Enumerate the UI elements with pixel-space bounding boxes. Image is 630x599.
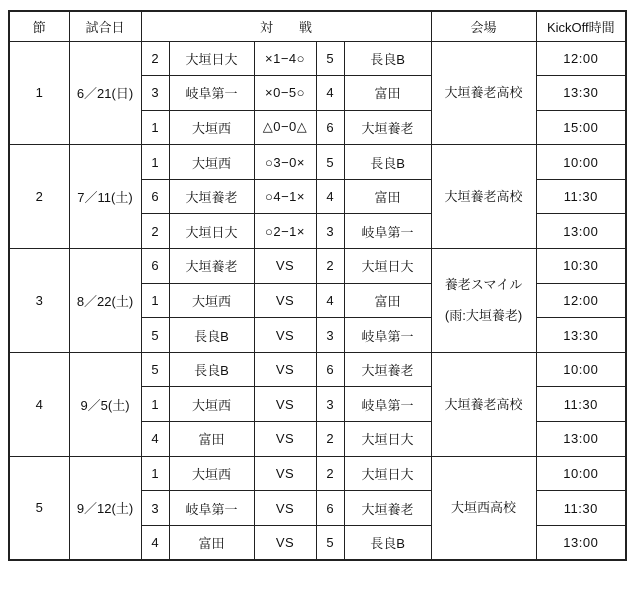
round-cell: 2 — [9, 145, 69, 249]
away-number-cell: 3 — [316, 318, 344, 353]
header-round: 節 — [9, 11, 69, 41]
kickoff-cell: 10:00 — [536, 456, 626, 491]
away-team-cell: 長良B — [344, 525, 431, 560]
venue-rain-note: (雨:大垣養老) — [444, 308, 523, 324]
home-number-cell: 4 — [141, 525, 169, 560]
home-team-cell: 大垣養老 — [169, 249, 254, 284]
kickoff-cell: 11:30 — [536, 491, 626, 526]
away-team-cell: 大垣日大 — [344, 422, 431, 457]
away-number-cell: 4 — [316, 283, 344, 318]
home-team-cell: 大垣西 — [169, 387, 254, 422]
kickoff-cell: 13:00 — [536, 525, 626, 560]
away-team-cell: 岐阜第一 — [344, 387, 431, 422]
home-team-cell: 大垣西 — [169, 145, 254, 180]
venue-name: 大垣養老高校 — [444, 189, 523, 205]
score-cell: VS — [254, 491, 316, 526]
home-number-cell: 2 — [141, 41, 169, 76]
score-cell: ×0−5○ — [254, 76, 316, 111]
league-schedule-table — [8, 10, 627, 561]
match-row — [9, 352, 626, 387]
date-cell: 6／21(日) — [69, 41, 141, 145]
score-cell: VS — [254, 352, 316, 387]
match-row — [9, 145, 626, 180]
away-team-cell: 富田 — [344, 76, 431, 111]
kickoff-cell: 13:00 — [536, 214, 626, 249]
venue-cell — [431, 249, 536, 353]
header-match-date: 試合日 — [69, 11, 141, 41]
venue-cell — [431, 41, 536, 145]
home-team-cell: 大垣養老 — [169, 179, 254, 214]
score-cell: VS — [254, 387, 316, 422]
venue-cell — [431, 456, 536, 560]
home-team-cell: 大垣西 — [169, 110, 254, 145]
kickoff-cell: 10:00 — [536, 145, 626, 180]
away-number-cell: 4 — [316, 179, 344, 214]
venue-name: 養老スマイル — [444, 277, 523, 293]
match-row — [9, 456, 626, 491]
home-number-cell: 6 — [141, 179, 169, 214]
header-venue: 会場 — [431, 11, 536, 41]
kickoff-cell: 12:00 — [536, 283, 626, 318]
score-cell: ×1−4○ — [254, 41, 316, 76]
away-team-cell: 大垣養老 — [344, 110, 431, 145]
home-number-cell: 1 — [141, 387, 169, 422]
score-cell: VS — [254, 318, 316, 353]
away-number-cell: 5 — [316, 525, 344, 560]
away-number-cell: 5 — [316, 41, 344, 76]
away-team-cell: 富田 — [344, 283, 431, 318]
date-cell: 9／5(土) — [69, 352, 141, 456]
away-team-cell: 富田 — [344, 179, 431, 214]
kickoff-cell: 11:30 — [536, 179, 626, 214]
away-team-cell: 大垣養老 — [344, 352, 431, 387]
home-team-cell: 大垣西 — [169, 456, 254, 491]
home-number-cell: 4 — [141, 422, 169, 457]
kickoff-cell: 13:30 — [536, 76, 626, 111]
away-team-cell: 岐阜第一 — [344, 318, 431, 353]
home-team-cell: 岐阜第一 — [169, 76, 254, 111]
away-number-cell: 6 — [316, 110, 344, 145]
score-cell: VS — [254, 456, 316, 491]
venue-name: 大垣養老高校 — [444, 85, 523, 101]
away-number-cell: 3 — [316, 387, 344, 422]
home-number-cell: 1 — [141, 145, 169, 180]
round-cell: 1 — [9, 41, 69, 145]
venue-cell — [431, 145, 536, 249]
away-number-cell: 6 — [316, 491, 344, 526]
venue-name: 大垣西高校 — [451, 500, 517, 516]
away-number-cell: 5 — [316, 145, 344, 180]
away-team-cell: 大垣日大 — [344, 249, 431, 284]
kickoff-cell: 13:30 — [536, 318, 626, 353]
home-number-cell: 6 — [141, 249, 169, 284]
home-number-cell: 2 — [141, 214, 169, 249]
kickoff-cell: 10:30 — [536, 249, 626, 284]
home-number-cell: 1 — [141, 456, 169, 491]
header-versus: 対 戦 — [141, 11, 431, 41]
away-team-cell: 長良B — [344, 145, 431, 180]
header-row — [9, 11, 626, 41]
score-cell: △0−0△ — [254, 110, 316, 145]
score-cell: VS — [254, 422, 316, 457]
home-team-cell: 長良B — [169, 352, 254, 387]
kickoff-cell: 15:00 — [536, 110, 626, 145]
away-number-cell: 2 — [316, 422, 344, 457]
date-cell: 8／22(土) — [69, 249, 141, 353]
away-team-cell: 大垣日大 — [344, 456, 431, 491]
away-number-cell: 6 — [316, 352, 344, 387]
date-cell: 7／11(土) — [69, 145, 141, 249]
away-number-cell: 2 — [316, 249, 344, 284]
kickoff-cell: 11:30 — [536, 387, 626, 422]
kickoff-cell: 10:00 — [536, 352, 626, 387]
home-number-cell: 1 — [141, 110, 169, 145]
away-number-cell: 2 — [316, 456, 344, 491]
round-cell: 4 — [9, 352, 69, 456]
home-team-cell: 長良B — [169, 318, 254, 353]
kickoff-cell: 12:00 — [536, 41, 626, 76]
score-cell: VS — [254, 525, 316, 560]
match-row — [9, 249, 626, 284]
header-kickoff: KickOff時間 — [536, 11, 626, 41]
round-cell: 3 — [9, 249, 69, 353]
score-cell: VS — [254, 283, 316, 318]
away-team-cell: 岐阜第一 — [344, 214, 431, 249]
score-cell: ○4−1× — [254, 179, 316, 214]
match-row — [9, 41, 626, 76]
venue-cell — [431, 352, 536, 456]
home-number-cell: 1 — [141, 283, 169, 318]
home-number-cell: 5 — [141, 318, 169, 353]
away-team-cell: 大垣養老 — [344, 491, 431, 526]
home-team-cell: 富田 — [169, 525, 254, 560]
home-team-cell: 大垣日大 — [169, 41, 254, 76]
home-number-cell: 3 — [141, 76, 169, 111]
venue-name: 大垣養老高校 — [444, 396, 523, 412]
home-team-cell: 岐阜第一 — [169, 491, 254, 526]
round-cell: 5 — [9, 456, 69, 560]
home-number-cell: 5 — [141, 352, 169, 387]
kickoff-cell: 13:00 — [536, 422, 626, 457]
away-team-cell: 長良B — [344, 41, 431, 76]
score-cell: VS — [254, 249, 316, 284]
date-cell: 9／12(土) — [69, 456, 141, 560]
score-cell: ○2−1× — [254, 214, 316, 249]
home-number-cell: 3 — [141, 491, 169, 526]
home-team-cell: 大垣日大 — [169, 214, 254, 249]
home-team-cell: 富田 — [169, 422, 254, 457]
home-team-cell: 大垣西 — [169, 283, 254, 318]
score-cell: ○3−0× — [254, 145, 316, 180]
away-number-cell: 4 — [316, 76, 344, 111]
away-number-cell: 3 — [316, 214, 344, 249]
